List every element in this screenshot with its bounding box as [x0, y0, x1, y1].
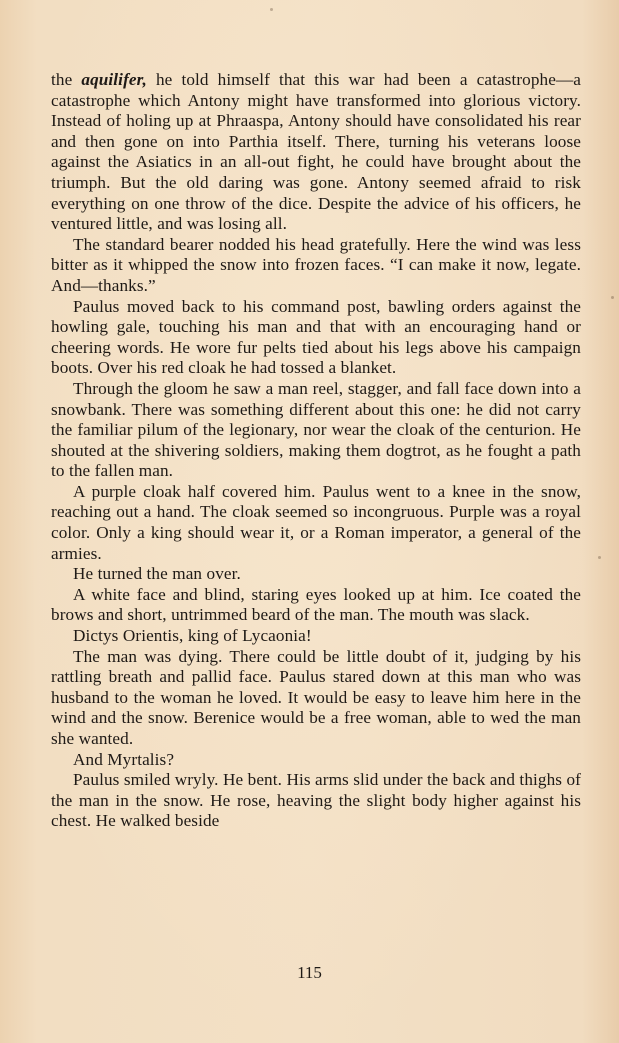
paragraph-8: Dictys Orientis, king of Lycaonia!: [73, 626, 312, 646]
opening-word: the: [51, 70, 82, 89]
paragraph-3: Paulus moved back to his command post, bawling orders against the howling gale, touching his man and that with an encouraging hand or cheering words. He wore fur pelts tied about his legs above his campaign boots. Over his red cloak he had tossed a blanket.: [51, 296, 581, 378]
paragraph-6: He turned the man over.: [73, 564, 241, 584]
paragraph-4: Through the gloom he saw a man reel, stagger, and fall face down into a snowbank. There was something different about this one: he did not carry the familiar pilum of the legionary, nor wear the cloak of the centurion. He shouted at the shivering soldiers, making them dogtrot, as he fought a path to the fallen man.: [51, 378, 581, 481]
paragraph-5: A purple cloak half covered him. Paulus went to a knee in the snow, reaching out a hand. The cloak seemed so incongruous. Purple was a royal color. Only a king should wear it, or a Roman imperator, a general of the armies.: [51, 481, 581, 563]
aquilifer-term: aquilifer,: [81, 70, 147, 89]
paper-speck: [270, 8, 273, 11]
body-text: [51, 70, 581, 832]
paragraph-1: [51, 70, 581, 235]
paragraph-1-text: he told himself that this war had been a catastrophe—a catastrophe which Antony might have transformed into glorious victory. Instead of holing up at Phraaspa, Antony should have consolidated his rear and then gone on into Parthia itself. There, turning his veterans loose against the Asiatics in an all-out fight, he could have brought about the triumph. But the old daring was gone. Antony seemed afraid to risk everything on one throw of the dice. Despite the advice of his officers, he ventured little, and was losing all.: [51, 70, 581, 234]
paragraph-9: The man was dying. There could be little doubt of it, judging by his rattling breath and pallid face. Paulus stared down at this man who was husband to the woman he loved. It would be easy to leave him here in the wind and the snow. Berenice would be a free woman, able to wed the man she wanted.: [51, 646, 581, 748]
paragraph-2: The standard bearer nodded his head gratefully. Here the wind was less bitter as it whipped the snow into frozen faces. “I can make it now, legate. And—thanks.”: [51, 234, 581, 295]
page-number: 115: [297, 963, 322, 982]
paragraph-10: And Myrtalis?: [73, 749, 175, 769]
paragraph-11: Paulus smiled wryly. He bent. His arms slid under the back and thighs of the man in the snow. He rose, heaving the slight body higher against his chest. He walked beside: [51, 770, 581, 831]
paper-speck: [598, 556, 601, 559]
paragraph-7: A white face and blind, staring eyes looked up at him. Ice coated the brows and short, untrimmed beard of the man. The mouth was slack.: [51, 584, 581, 625]
paper-speck: [611, 296, 614, 299]
